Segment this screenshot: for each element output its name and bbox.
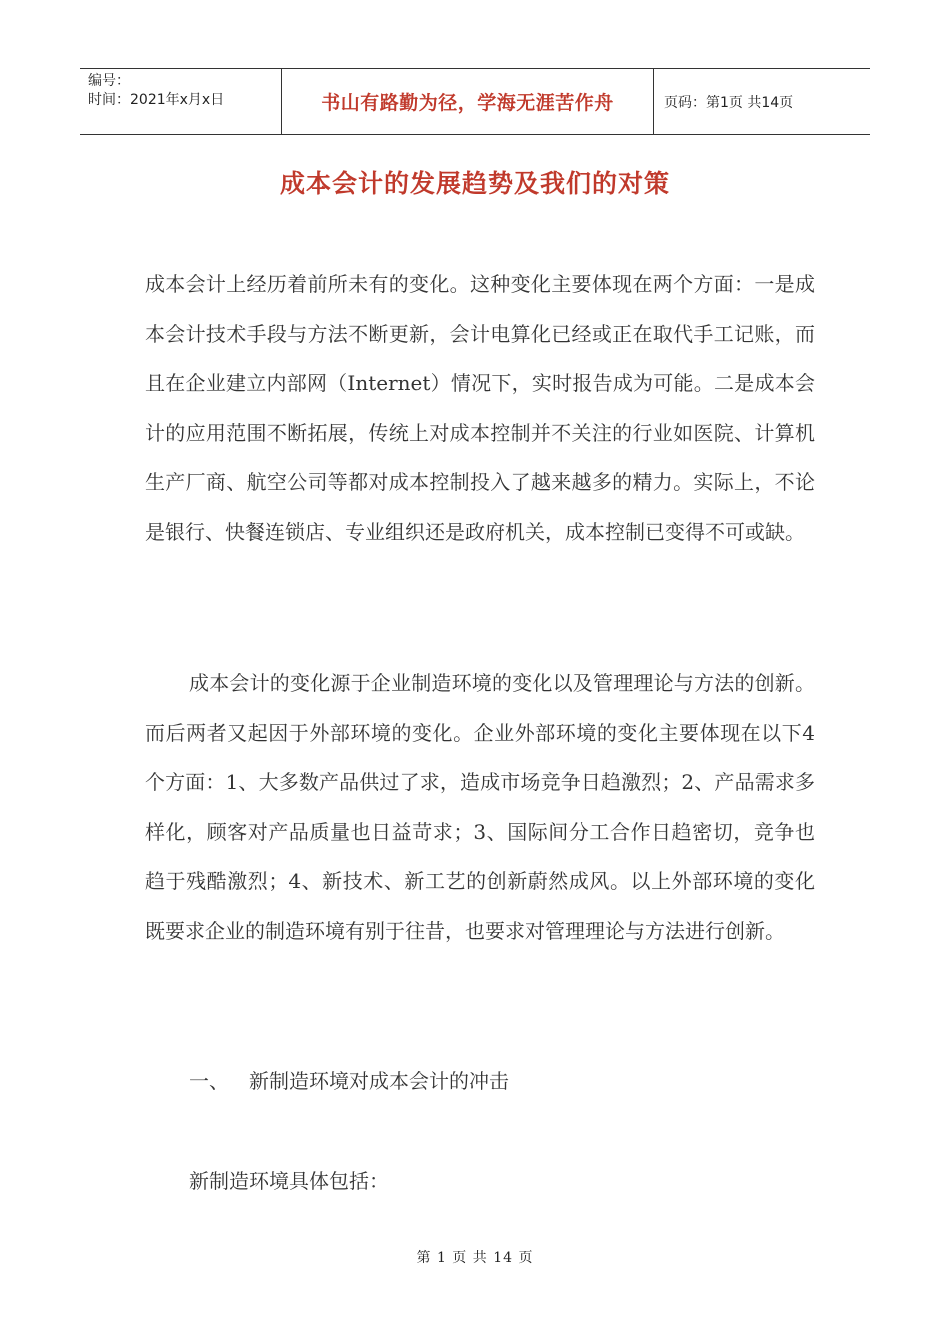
document-header (80, 68, 870, 135)
page-footer: 第 1 页 共 14 页 (416, 1250, 534, 1266)
section-heading-text: 新制造环境对成本会计的冲击 (249, 1069, 509, 1093)
header-motto: 书山有路勤为径，学海无涯苦作舟 (281, 69, 654, 134)
body-paragraph-1: 成本会计上经历着前所未有的变化。这种变化主要体现在两个方面：一是成本会计技术手段与方法不断更新，会计电算化已经或正在取代手工记账，而且在企业建立内部网（Internet）情况下，实时报告成为可能。二是成本会计的应用范围不断拓展，传统上对成本控制并不关注的行业如医院、计算机生产厂商、航空公司等都对成本控制投入了越来越多的精力。实际上，不论是银行、快餐连锁店、专业组织还是政府机关，成本控制已变得不可或缺。 (145, 272, 815, 544)
section-intro-text: 新制造环境具体包括： (189, 1169, 389, 1193)
header-number-label: 编号： (88, 73, 130, 89)
section-heading (189, 1066, 509, 1096)
header-time-label: 时间：2021年x月x日 (88, 92, 225, 108)
body-paragraph-2: 成本会计的变化源于企业制造环境的变化以及管理理论与方法的创新。而后两者又起因于外部环境的变化。企业外部环境的变化主要体现在以下4个方面：1、大多数产品供过了求，造成市场竞争日趋激烈；2、产品需求多样化，顾客对产品质量也日益苛求；3、国际间分工合作日趋密切，竞争也趋于残酷激烈；4、新技术、新工艺的创新蔚然成风。以上外部环境的变化既要求企业的制造环境有别于往昔，也要求对管理理论与方法进行创新。 (145, 671, 815, 943)
document-title: 成本会计的发展趋势及我们的对策 (279, 169, 670, 198)
header-meta-cell (80, 69, 281, 134)
section-number: 一、 (189, 1069, 229, 1093)
header-page-info: 页码：第1页 共14页 (664, 94, 794, 111)
